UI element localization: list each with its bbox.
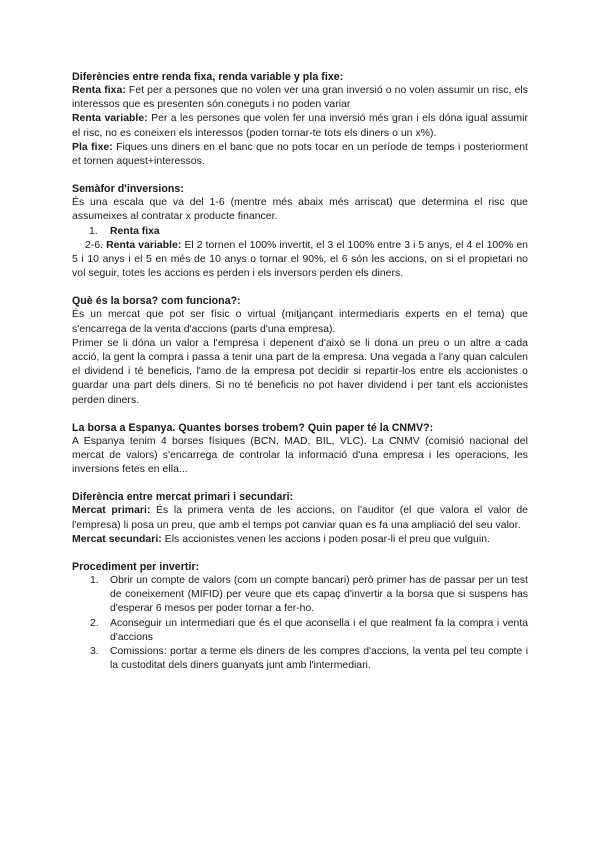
procediment-list <box>72 574 528 673</box>
section-espanya <box>72 421 528 478</box>
list-item-text: El 2 tornen el 100% invertit, el 3 el 100% entre 3 i 5 anys, el 4 el 100% en 5 i 10 anys i el 5 en més de 10 anys o tornar el 90%, el 6 són les accions, on si el propietari no vol seguir, totes les accions es perden i els inversors perden els diners. <box>72 239 529 280</box>
paragraph-pla-fixe <box>72 141 528 169</box>
label-renta-fixa: Renta fixa: <box>72 85 126 96</box>
text-renta-fixa: Fet per a persones que no volen ver una gran inversió o no volen assumir un risc, els interessos que es presenten són coneguts i no poden variar <box>72 85 528 111</box>
paragraph-mercat-primari <box>72 504 528 532</box>
list-item <box>72 574 528 617</box>
text-renta-variable: Per a les persones que volen fer una inversió més gran i els dóna igual assumir el risc, no es coneixen els interessos (poden tornar-te tots els diners o un x%). <box>72 113 528 139</box>
paragraph-semafor-intro: És una escala que va del 1-6 (mentre més abaix més arriscat) que determina el risc que assumeixes al contratar x producte financer. <box>72 197 528 223</box>
section-semafor <box>72 182 528 281</box>
spacer <box>72 477 528 490</box>
list-item-text: Comissions: portar a terme els diners de les compres d'accions, la venta pel teu compte i la custoditat dels diners guanyats junt amb l'intermediari. <box>110 646 528 672</box>
paragraph-mercat-secundari <box>72 533 528 547</box>
list-item-text: Aconseguir un intermediari que és el que aconsella i el que realment fa la compra i venta d'accions <box>110 617 528 643</box>
list-item-label: Renta variable: <box>106 239 182 251</box>
section-renda <box>72 70 528 169</box>
list-item-label: Renta fixa <box>110 225 160 237</box>
heading-renda: Diferències entre renda fixa, renda variable y pla fixe: <box>72 71 344 83</box>
list-number: 2. <box>90 617 99 629</box>
list-number: 3. <box>90 646 99 658</box>
list-item-renta-variable <box>72 239 528 282</box>
section-procediment <box>72 560 528 673</box>
text-pla-fixe: Fiques uns diners en el banc que no pots tocar en un període de temps i posteriorment et tornen aquest+interessos. <box>72 141 528 168</box>
paragraph-renta-fixa <box>72 84 528 112</box>
heading-borsa: Què és la borsa? com funciona?: <box>72 295 241 308</box>
list-item-text: Obrir un compte de valors (com un compte bancari) però primer has de passar per un test de coneixement (MIFID) per veure que ets capaç d'invertir a la borsa que si suspens has d'esperar 6 mesos per poder tornar a fer-ho. <box>110 575 528 615</box>
heading-espanya: La borsa a Espanya. Quantes borses trobem? Quin paper té la CNMV?: <box>72 421 434 434</box>
list-number: 1. <box>90 575 99 587</box>
heading-procediment: Procediment per invertir: <box>72 561 200 574</box>
spacer <box>72 547 528 560</box>
text-mercat-primari: És la primera venta de les accions, on l'auditor (el que valora el valor de l'empresa) li posa un preu, que amb el temps pot canviar quan es fa una ampliació del seu valor. <box>72 505 528 531</box>
section-mercat <box>72 490 528 547</box>
spacer <box>72 408 528 421</box>
label-mercat-primari: Mercat primari: <box>72 505 151 517</box>
label-renta-variable: Renta variable: <box>72 113 148 125</box>
list-number: 2-6. <box>85 239 104 251</box>
list-item <box>72 645 528 673</box>
label-pla-fixe: Pla fixe: <box>72 141 113 153</box>
section-borsa <box>72 294 528 407</box>
paragraph-renta-variable <box>72 112 528 140</box>
paragraph-borsa-1: És un mercat que pot ser físic o virtual (mitjançant intermediaris experts en el tema) que s'encarrega de la venta d'accions (parts d'una empresa). <box>72 309 528 335</box>
heading-semafor: Semàfor d'inversions: <box>72 183 184 196</box>
spacer <box>72 281 528 294</box>
list-item-renta-fixa <box>72 225 528 239</box>
label-mercat-secundari: Mercat secundari: <box>72 533 162 545</box>
paragraph-borsa-2: Primer se li dóna un valor a l'empresa i depenent d'això se li dona un preu o un altre a cada acció, la gent la compra i passa a tenir una part de la empresa. Una vegada a l'any quan calculen el dividend i té beneficis, l'amo de la empresa pot decidir si repartir-los entre els accionistes o guardar una part dels diners. Si no té beneficis no pot haver dividend i per tant els accionistes perden diners. <box>72 337 528 406</box>
heading-mercat: Diferència entre mercat primari i secundari: <box>72 491 294 504</box>
paragraph-espanya: A Espanya tenim 4 borses físiques (BCN, MAD, BIL, VLC). La CNMV (comisió nacional del mercat de valors) s'encarrega de controlar la informació d'una empresa i les operacions, les inversions fetes en ella... <box>72 435 528 476</box>
spacer <box>72 169 528 182</box>
list-number: 1. <box>89 225 98 237</box>
list-item <box>72 617 528 645</box>
text-mercat-secundari: Els accionistes venen les accions i poden posar-li el preu que vulguin. <box>161 533 490 545</box>
